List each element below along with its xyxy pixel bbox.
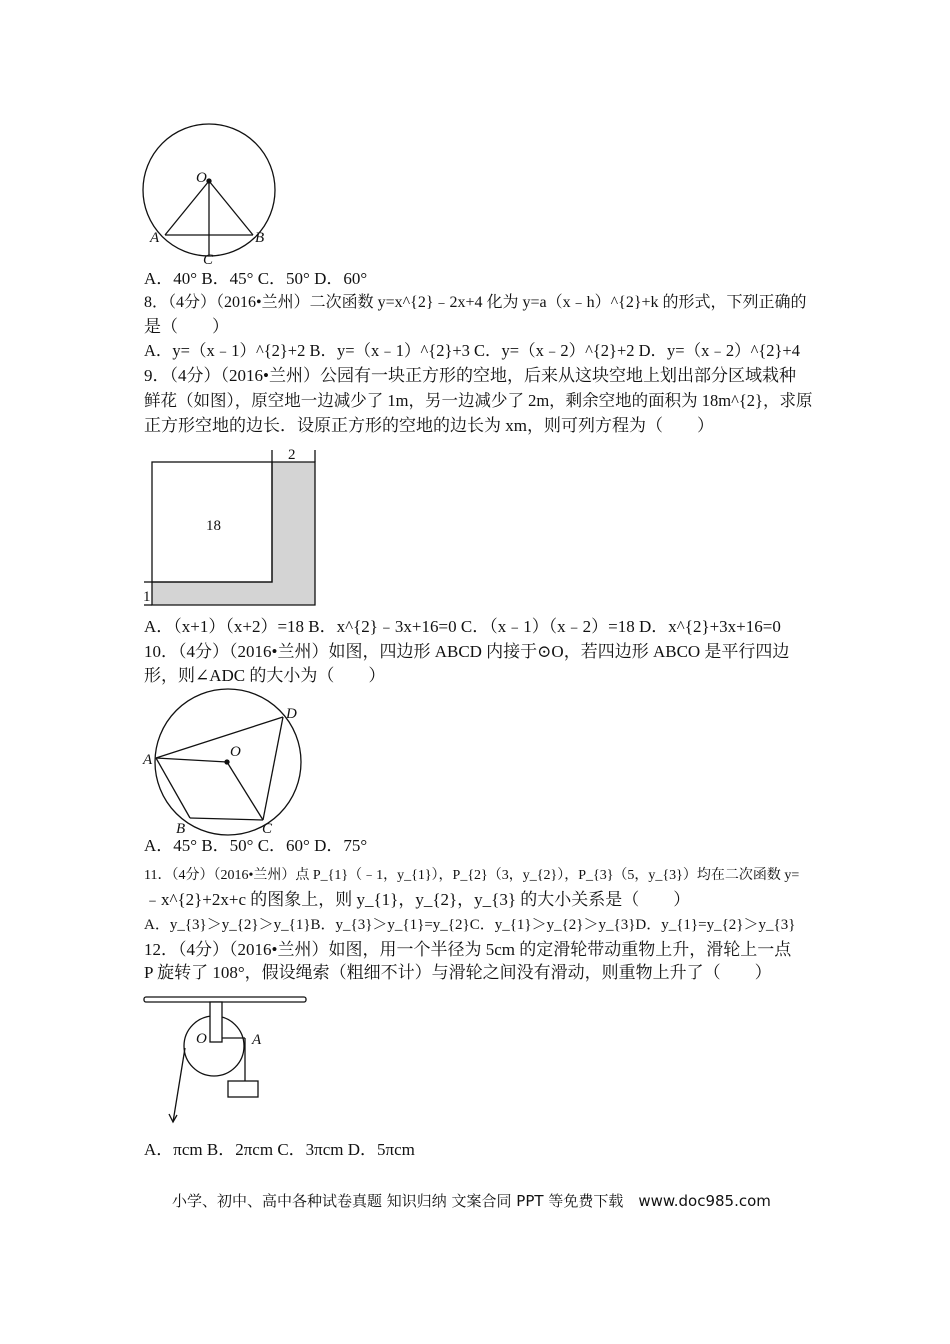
figure-pulley bbox=[144, 997, 306, 1122]
label-a: A bbox=[150, 230, 160, 246]
text-line: 12．（4分）（2016•兰州）如图，用一个半径为 5cm 的定滑轮带动重物上升，滑轮上一点 bbox=[144, 940, 792, 959]
figure-square-plot bbox=[144, 450, 315, 605]
text-line: 形，则∠ADC 的大小为（ ） bbox=[144, 666, 386, 685]
text-line: A．（x+1）（x+2）=18 B．x^{2}﹣3x+16=0 C．（x﹣1）（x﹣2）=18 D．x^{2}+3x+16=0 bbox=[144, 617, 781, 636]
label-a: A bbox=[143, 752, 153, 768]
text-line: 鲜花（如图），原空地一边减少了 1m，另一边减少了 2m，剩余空地的面积为 18m^{2}，求原 bbox=[144, 391, 813, 410]
label-c: C bbox=[203, 252, 214, 268]
label-d: D bbox=[286, 706, 297, 722]
text-line: 是（ ） bbox=[144, 317, 229, 336]
label-o: O bbox=[230, 744, 241, 760]
text-line: 9．（4分）（2016•兰州）公园有一块正方形的空地，后来从这块空地上划出部分区域栽种 bbox=[144, 366, 796, 385]
footer-text: 小学、初中、高中各种试卷真题 知识归纳 文案合同 PPT 等免费下载 www.doc985.com bbox=[172, 1192, 771, 1210]
text-line: 正方形空地的边长．设原正方形的空地的边长为 xm，则可列方程为（ ） bbox=[144, 416, 714, 435]
figure-inscribed-quadrilateral bbox=[155, 689, 301, 835]
text-line: 10．（4分）（2016•兰州）如图，四边形 ABCD 内接于⊙O，若四边形 ABCO 是平行四边 bbox=[144, 642, 790, 661]
text-line: A．y=（x﹣1）^{2}+2 B．y=（x﹣1）^{2}+3 C．y=（x﹣2）^{2}+2 D．y=（x﹣2）^{2}+4 bbox=[144, 341, 800, 360]
text-line: ﹣x^{2}+2x+c 的图象上，则 y_{1}，y_{2}，y_{3} 的大小关系是（ ） bbox=[144, 890, 691, 909]
height-reduction-label: 1 bbox=[143, 589, 151, 605]
text-line: 11．（4分）（2016•兰州）点 P_{1}（﹣1，y_{1}），P_{2}（3，y_{2}），P_{3}（5，y_{3}）均在二次函数 y= bbox=[144, 868, 800, 883]
label-o: O bbox=[196, 170, 207, 186]
text-line: P 旋转了 108°，假设绳索（粗细不计）与滑轮之间没有滑动，则重物上升了（ ） bbox=[144, 963, 772, 982]
text-line: A．40° B．45° C．50° D．60° bbox=[144, 269, 368, 288]
label-o: O bbox=[196, 1031, 207, 1047]
text-line: A．y_{3}＞y_{2}＞y_{1}B．y_{3}＞y_{1}=y_{2}C．y_{1}＞y_{2}＞y_{3}D．y_{1}=y_{2}＞y_{3} bbox=[144, 917, 796, 933]
label-b: B bbox=[176, 821, 186, 837]
text-line: A．πcm B．2πcm C．3πcm D．5πcm bbox=[144, 1140, 415, 1159]
text-line: 8．（4分）（2016•兰州）二次函数 y=x^{2}﹣2x+4 化为 y=a（x﹣h）^{2}+k 的形式，下列正确的 bbox=[144, 294, 807, 311]
label-c: C bbox=[262, 821, 273, 837]
label-b: B bbox=[255, 230, 265, 246]
label-a: A bbox=[252, 1032, 262, 1048]
area-label: 18 bbox=[206, 518, 221, 534]
width-reduction-label: 2 bbox=[288, 447, 296, 463]
text-line: A．45° B．50° C．60° D．75° bbox=[144, 836, 368, 855]
